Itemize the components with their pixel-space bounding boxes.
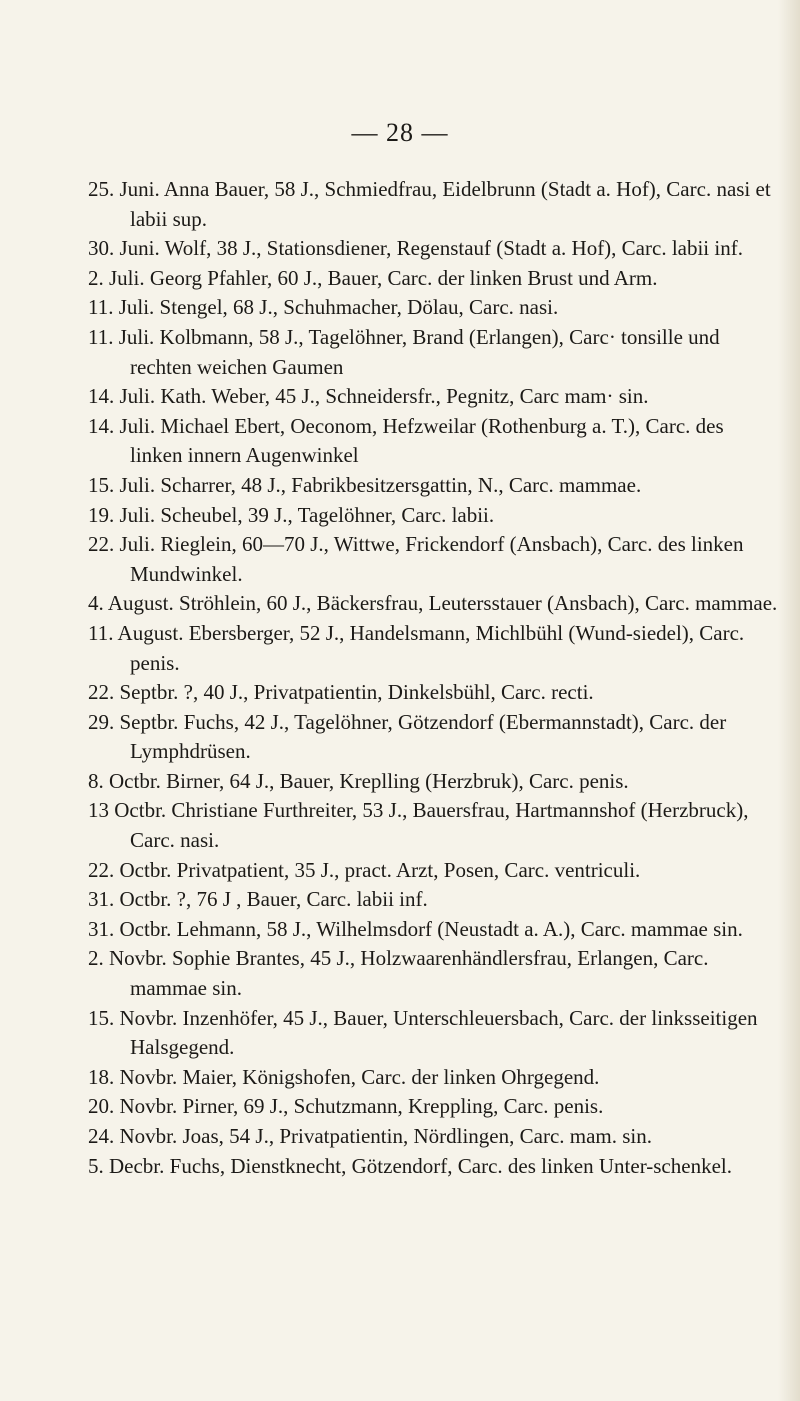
case-entry: 11. Juli. Kolbmann, 58 J., Tagelöhner, Brand (Erlangen), Carc· tonsille und rechten weichen Gaumen — [88, 324, 720, 379]
case-entry: 19. Juli. Scheubel, 39 J., Tagelöhner, Carc. labii. — [88, 502, 495, 527]
case-entry: 24. Novbr. Joas, 54 J., Privatpatientin, Nördlingen, Carc. mam. sin. — [88, 1124, 653, 1148]
case-entry: 22. Octbr. Privatpatient, 35 J., pract. Arzt, Posen, Carc. ventriculi. — [88, 857, 641, 882]
case-entry: 20. Novbr. Pirner, 69 J., Schutzmann, Kreppling, Carc. penis. — [88, 1094, 604, 1119]
case-entry: 13 Octbr. Christiane Furthreiter, 53 J., Bauersfrau, Hartmannshof (Herzbruck), Carc. nasi. — [88, 798, 749, 853]
case-entry: 11. Juli. Stengel, 68 J., Schuhmacher, Dölau, Carc. nasi. — [88, 295, 559, 320]
case-entry: 18. Novbr. Maier, Königshofen, Carc. der linken Ohrgegend. — [88, 1064, 600, 1089]
case-entry: 5. Decbr. Fuchs, Dienstknecht, Götzendorf, Carc. des linken Unter-schenkel. — [88, 1153, 732, 1178]
case-entry: 14. Juli. Michael Ebert, Oeconom, Hefzweilar (Rothenburg a. T.), Carc. des linken innern Augenwinkel — [88, 413, 724, 468]
page-edge-shadow — [778, 0, 800, 1401]
case-entry: 15. Novbr. Inzenhöfer, 45 J., Bauer, Unterschleuersbach, Carc. der linksseitigen Halsgegend. — [88, 1005, 758, 1060]
case-entry: 15. Juli. Scharrer, 48 J., Fabrikbesitzersgattin, N., Carc. mammae. — [88, 472, 642, 497]
case-entry: 11. August. Ebersberger, 52 J., Handelsmann, Michlbühl (Wund-siedel), Carc. penis. — [88, 620, 745, 675]
case-entry: 29. Septbr. Fuchs, 42 J., Tagelöhner, Götzendorf (Ebermannstadt), Carc. der Lymphdrüsen. — [88, 709, 727, 764]
case-entry: 22. Juli. Rieglein, 60—70 J., Wittwe, Frickendorf (Ansbach), Carc. des linken Mundwinkel. — [88, 532, 744, 586]
case-entry: 14. Juli. Kath. Weber, 45 J., Schneidersfr., Pegnitz, Carc mam· sin. — [88, 384, 649, 409]
case-entry: 8. Octbr. Birner, 64 J., Bauer, Kreplling (Herzbruk), Carc. penis. — [88, 768, 629, 793]
case-entry: 4. August. Ströhlein, 60 J., Bäckersfrau, Leutersstauer (Ansbach), Carc. mammae. — [88, 591, 778, 616]
case-entry: 22. Septbr. ?, 40 J., Privatpatientin, Dinkelsbühl, Carc. recti. — [88, 680, 594, 705]
case-entry: 31. Octbr. ?, 76 J , Bauer, Carc. labii inf. — [88, 887, 428, 912]
case-entry: 2. Novbr. Sophie Brantes, 45 J., Holzwaarenhändlersfrau, Erlangen, Carc. mammae sin. — [88, 946, 709, 1001]
case-entry: 2. Juli. Georg Pfahler, 60 J., Bauer, Carc. der linken Brust und Arm. — [88, 265, 658, 290]
case-entry: 31. Octbr. Lehmann, 58 J., Wilhelmsdorf (Neustadt a. A.), Carc. mammae sin. — [88, 916, 743, 941]
case-list — [88, 175, 778, 1181]
case-entry: 25. Juni. Anna Bauer, 58 J., Schmiedfrau, Eidelbrunn (Stadt a. Hof), Carc. nasi et labii sup. — [88, 177, 771, 231]
page-number: — 28 — — [351, 118, 449, 147]
case-entry: 30. Juni. Wolf, 38 J., Stationsdiener, Regenstauf (Stadt a. Hof), Carc. labii inf. — [88, 236, 743, 261]
